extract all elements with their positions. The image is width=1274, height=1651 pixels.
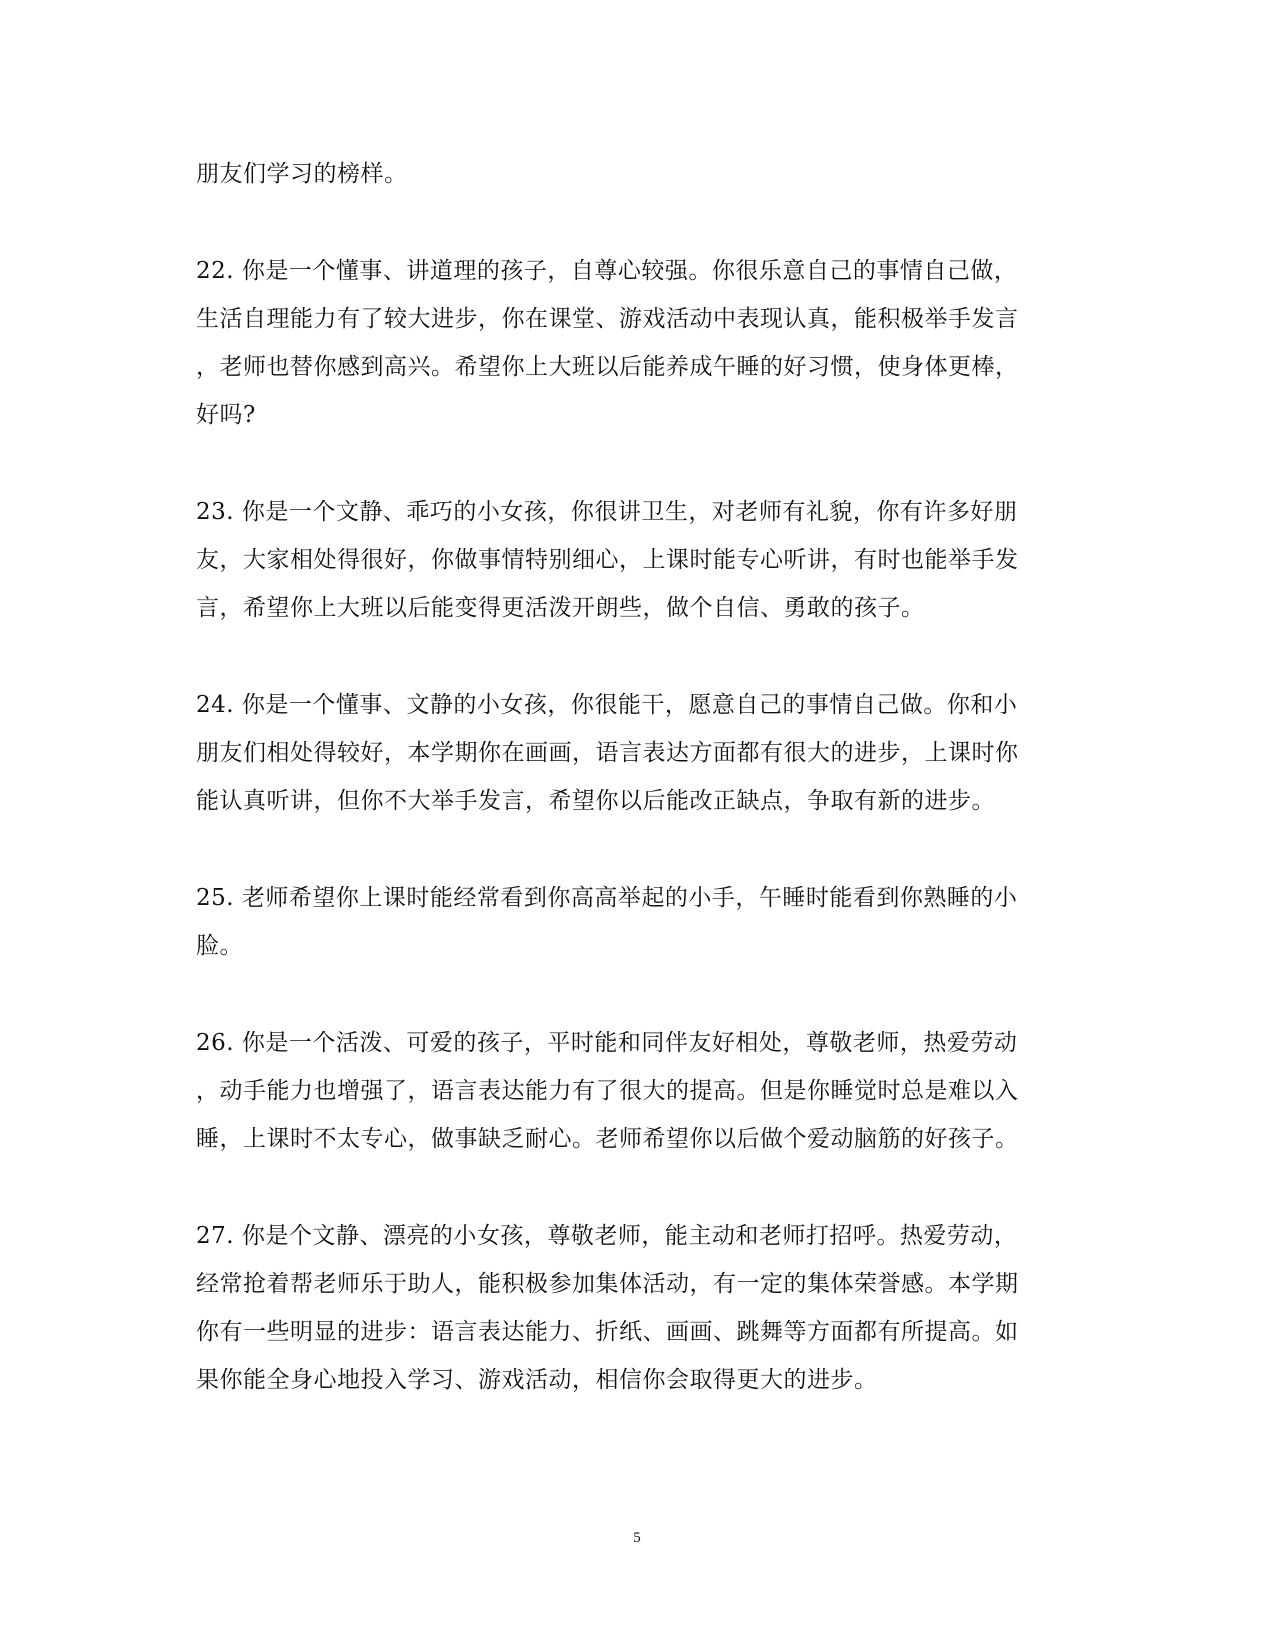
paragraph-26 bbox=[196, 1019, 1076, 1163]
text-line: 果你能全身心地投入学习、游戏活动，相信你会取得更大的进步。 bbox=[196, 1367, 878, 1393]
paragraph-22 bbox=[196, 247, 1076, 439]
text-line: 好吗? bbox=[196, 402, 256, 428]
text-line: 27. 你是个文静、漂亮的小女孩，尊敬老师，能主动和老师打招呼。热爱劳动， bbox=[196, 1223, 1018, 1249]
text-line: 24. 你是一个懂事、文静的小女孩，你很能干，愿意自己的事情自己做。你和小 bbox=[196, 692, 1018, 718]
document-body bbox=[196, 150, 1076, 1453]
paragraph-27 bbox=[196, 1212, 1076, 1404]
text-line: 朋友们相处得较好，本学期你在画画，语言表达方面都有很大的进步，上课时你 bbox=[196, 740, 1019, 766]
paragraph-continued bbox=[196, 150, 1076, 198]
text-line: 23. 你是一个文静、乖巧的小女孩，你很讲卫生，对老师有礼貌，你有许多好朋 bbox=[196, 499, 1018, 525]
text-line: 你有一些明显的进步：语言表达能力、折纸、画画、跳舞等方面都有所提高。如 bbox=[196, 1319, 1019, 1345]
paragraph-25 bbox=[196, 874, 1076, 970]
text-line: 26. 你是一个活泼、可爱的孩子，平时能和同伴友好相处，尊敬老师，热爱劳动 bbox=[196, 1030, 1018, 1056]
text-line: 友，大家相处得很好，你做事情特别细心，上课时能专心听讲，有时也能举手发 bbox=[196, 547, 1019, 573]
text-line: 25. 老师希望你上课时能经常看到你高高举起的小手，午睡时能看到你熟睡的小 bbox=[196, 885, 1018, 911]
text-line: 经常抢着帮老师乐于助人，能积极参加集体活动，有一定的集体荣誉感。本学期 bbox=[196, 1271, 1019, 1297]
page-number: 5 bbox=[633, 1530, 641, 1546]
text-line: 生活自理能力有了较大进步，你在课堂、游戏活动中表现认真，能积极举手发言 bbox=[196, 306, 1019, 332]
text-line: 能认真听讲，但你不大举手发言，希望你以后能改正缺点，争取有新的进步。 bbox=[196, 788, 995, 814]
paragraph-24 bbox=[196, 681, 1076, 825]
text-line: 22. 你是一个懂事、讲道理的孩子，自尊心较强。你很乐意自己的事情自己做， bbox=[196, 258, 1018, 284]
text-line: 睡，上课时不太专心，做事缺乏耐心。老师希望你以后做个爱动脑筋的好孩子。 bbox=[196, 1126, 1019, 1152]
text-line: ，老师也替你感到高兴。希望你上大班以后能养成午睡的好习惯，使身体更棒， bbox=[196, 354, 1019, 380]
text-line: 朋友们学习的榜样。 bbox=[196, 161, 408, 187]
text-line: 言，希望你上大班以后能变得更活泼开朗些，做个自信、勇敢的孩子。 bbox=[196, 595, 925, 621]
text-line: ，动手能力也增强了，语言表达能力有了很大的提高。但是你睡觉时总是难以入 bbox=[196, 1078, 1019, 1104]
text-line: 脸。 bbox=[196, 933, 243, 959]
paragraph-23 bbox=[196, 488, 1076, 632]
